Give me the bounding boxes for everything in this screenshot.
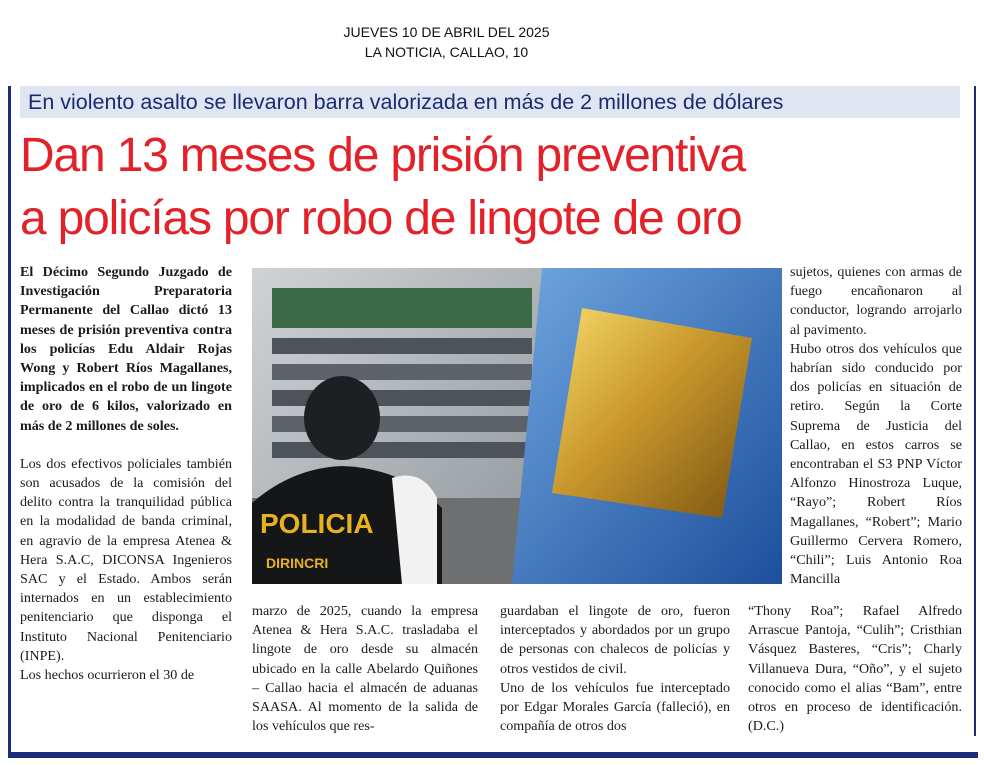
paragraph-3-continued: sujetos, quienes con armas de fuego encañonaron al conductor, logrando arrojarlo al pavimento. xyxy=(790,264,962,338)
bottom-rule xyxy=(8,752,978,758)
paragraph-1: Los dos efectivos policiales también son acusados de la comisión del delito contra la tranquilidad pública en la modalidad de banda criminal, en agravio de la empresa Atenea & Hera S.A.C, DICONSA Ingenieros SAC y el Estado. Ambos serán internados en un establecimiento penitenciario que disponga el Instituto Nacional Penitenciario (INPE). xyxy=(20,455,232,664)
column-1 xyxy=(20,263,232,685)
vest-subtext: DIRINCRI xyxy=(266,555,329,571)
column-4-bottom xyxy=(748,602,962,736)
masthead-date: JUEVES 10 DE ABRIL DEL 2025 xyxy=(343,24,550,40)
gold-ingot-shape xyxy=(552,308,752,518)
column-3 xyxy=(500,602,730,736)
officer-head xyxy=(304,376,380,460)
paragraph-4-continued: “Thony Roa”; Rafael Alfredo Arrascue Pantoja, “Culih”; Cristhian Vásquez Basteres, “Cris”; Charly Villanueva Dura, “Oño”, y el sujeto conocido como el alias “Bam”, entre otros en proceso de identificación. (D.C.) xyxy=(748,603,962,735)
article-photo xyxy=(252,268,782,584)
paragraph-2-end: guardaban el lingote de oro, fueron interceptados y abordados por un grupo de personas con chalecos de policías y otros vestidos de civil. xyxy=(500,603,730,677)
masthead xyxy=(0,22,893,62)
masthead-section: LA NOTICIA, CALLAO, 10 xyxy=(364,44,529,60)
paragraph-2-start: Los hechos ocurrieron el 30 de xyxy=(20,667,195,684)
photo-illustration xyxy=(252,268,782,584)
vest-text: POLICIA xyxy=(260,508,374,539)
paragraph-3: Uno de los vehículos fue interceptado por Edgar Morales García (falleció), en compañía de otros dos xyxy=(500,679,730,735)
left-rule xyxy=(8,86,11,752)
kicker: En violento asalto se llevaron barra valorizada en más de 2 millones de dólares xyxy=(28,90,784,114)
paragraph-2-continued: marzo de 2025, cuando la empresa Atenea & Hera S.A.C. trasladaba el lingote de oro desde su almacén ubicado en la calle Abelardo Quiñones – Callao hacia el almacén de aduanas SAASA. Al momento de la salida de los vehículos que res- xyxy=(252,603,478,735)
headline xyxy=(20,124,970,250)
paragraph-4: Hubo otros dos vehículos que habrían sido conducido por dos policías en situación de retiro. Según la Corte Suprema de Justicia del Callao, en estos carros se encontraban el S3 PNP Víctor Alfonzo Hinostroza Luque, “Rayo”; Robert Ríos Magallanes, “Robert”; Mario Guillermo Cervera Romero, “Chili”; Luis Antonio Roa Mancilla xyxy=(790,340,962,588)
headline-line-2: a policías por robo de lingote de oro xyxy=(20,192,742,245)
lead-paragraph: El Décimo Segundo Juzgado de Investigación Preparatoria Permanente del Callao dictó 13 meses de prisión preventiva contra los policías Edu Aldair Rojas Wong y Robert Ríos Magallanes, implicados en el robo de un lingote de oro de 6 kilos, valorizado en más de 2 millones de soles. xyxy=(20,264,232,434)
column-2 xyxy=(252,602,478,736)
right-rule xyxy=(974,86,976,736)
column-4-top xyxy=(790,263,962,589)
headline-line-1: Dan 13 meses de prisión preventiva xyxy=(20,129,745,182)
